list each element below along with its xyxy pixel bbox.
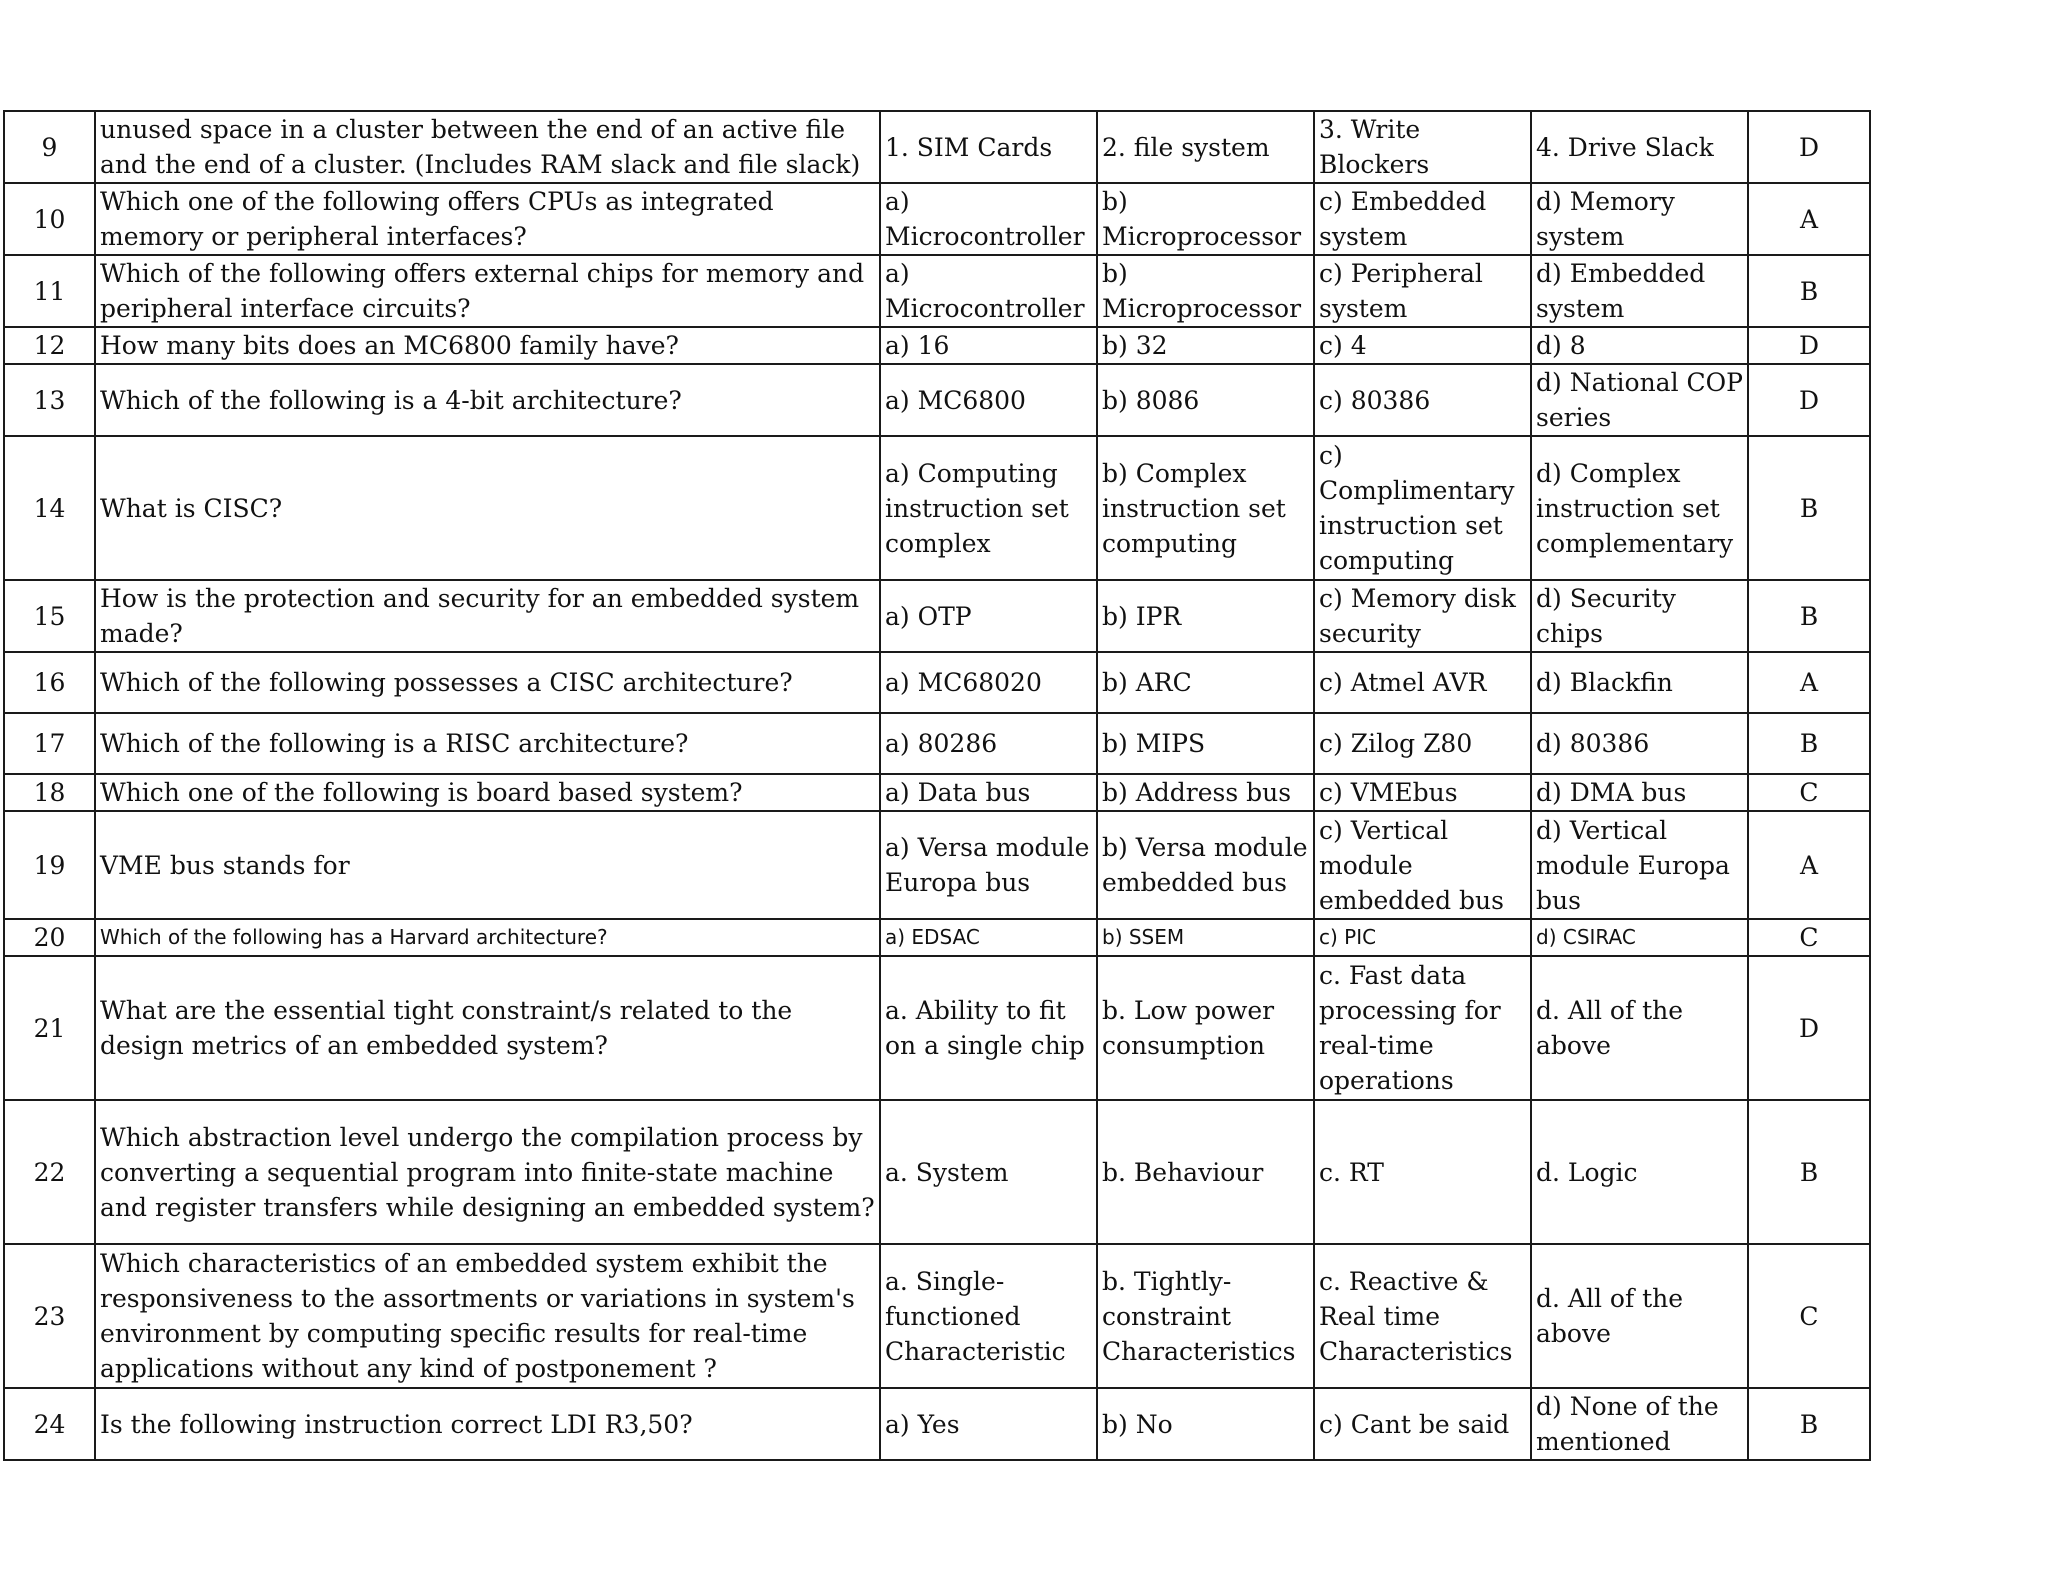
option-c: c) Peripheral system: [1314, 255, 1531, 327]
question-row: [4, 811, 1870, 919]
question-row: [4, 1244, 1870, 1388]
option-c: c) Cant be said: [1314, 1388, 1531, 1460]
question-row: [4, 111, 1870, 183]
question-number: 21: [4, 956, 95, 1100]
question-text: Which of the following is a 4-bit architecture?: [95, 364, 880, 436]
option-b: b) Address bus: [1097, 774, 1314, 811]
question-number: 24: [4, 1388, 95, 1460]
question-row: [4, 713, 1870, 774]
question-text: Which one of the following offers CPUs as integrated memory or peripheral interfaces?: [95, 183, 880, 255]
option-d: d) National COP series: [1531, 364, 1748, 436]
question-text: unused space in a cluster between the end of an active file and the end of a cluster. (Includes RAM slack and file slack): [95, 111, 880, 183]
option-d: d) None of the mentioned: [1531, 1388, 1748, 1460]
option-a: a) Data bus: [880, 774, 1097, 811]
question-number: 9: [4, 111, 95, 183]
question-number: 10: [4, 183, 95, 255]
option-b: b. Low power consumption: [1097, 956, 1314, 1100]
answer-key: A: [1748, 811, 1870, 919]
question-row: [4, 580, 1870, 652]
option-a: a) Microcontroller: [880, 183, 1097, 255]
option-b: b. Tightly-constraint Characteristics: [1097, 1244, 1314, 1388]
option-b: b) Microprocessor: [1097, 183, 1314, 255]
option-d: 4. Drive Slack: [1531, 111, 1748, 183]
option-a: a) Computing instruction set complex: [880, 436, 1097, 580]
option-c: c. Reactive & Real time Characteristics: [1314, 1244, 1531, 1388]
option-b: b. Behaviour: [1097, 1100, 1314, 1244]
option-c: 3. Write Blockers: [1314, 111, 1531, 183]
option-c: c) Zilog Z80: [1314, 713, 1531, 774]
question-text: Which of the following offers external chips for memory and peripheral interface circuits?: [95, 255, 880, 327]
question-row: [4, 956, 1870, 1100]
question-table-body: [4, 111, 1870, 1460]
option-d: d) DMA bus: [1531, 774, 1748, 811]
question-text: Is the following instruction correct LDI R3,50?: [95, 1388, 880, 1460]
option-a: a) MC68020: [880, 652, 1097, 713]
question-number: 23: [4, 1244, 95, 1388]
question-row: [4, 255, 1870, 327]
question-number: 12: [4, 327, 95, 364]
option-c: c. RT: [1314, 1100, 1531, 1244]
option-c: c) 4: [1314, 327, 1531, 364]
answer-key: C: [1748, 1244, 1870, 1388]
question-text: What is CISC?: [95, 436, 880, 580]
question-text: Which one of the following is board based system?: [95, 774, 880, 811]
answer-key: A: [1748, 652, 1870, 713]
question-row: [4, 1388, 1870, 1460]
question-row: [4, 436, 1870, 580]
question-number: 15: [4, 580, 95, 652]
option-c: c) Atmel AVR: [1314, 652, 1531, 713]
answer-key: B: [1748, 436, 1870, 580]
question-row: [4, 1100, 1870, 1244]
option-b: b) No: [1097, 1388, 1314, 1460]
option-c: c) VMEbus: [1314, 774, 1531, 811]
question-number: 17: [4, 713, 95, 774]
option-a: a. Ability to fit on a single chip: [880, 956, 1097, 1100]
option-a: a) Yes: [880, 1388, 1097, 1460]
option-b: b) IPR: [1097, 580, 1314, 652]
option-a: a) OTP: [880, 580, 1097, 652]
answer-key: B: [1748, 580, 1870, 652]
option-c: c) Memory disk security: [1314, 580, 1531, 652]
answer-key: C: [1748, 919, 1870, 956]
option-a: a) Microcontroller: [880, 255, 1097, 327]
question-number: 18: [4, 774, 95, 811]
option-b: 2. file system: [1097, 111, 1314, 183]
option-d: d) Blackfin: [1531, 652, 1748, 713]
option-a: a. Single-functioned Characteristic: [880, 1244, 1097, 1388]
option-d: d) Embedded system: [1531, 255, 1748, 327]
question-number: 19: [4, 811, 95, 919]
option-c: c) Embedded system: [1314, 183, 1531, 255]
option-d: d) 8: [1531, 327, 1748, 364]
answer-key: D: [1748, 327, 1870, 364]
answer-key: A: [1748, 183, 1870, 255]
option-d: d. All of the above: [1531, 1244, 1748, 1388]
question-table: [3, 110, 1871, 1461]
answer-key: B: [1748, 1388, 1870, 1460]
question-text: How is the protection and security for an embedded system made?: [95, 580, 880, 652]
option-d: d) Complex instruction set complementary: [1531, 436, 1748, 580]
option-d: d) Security chips: [1531, 580, 1748, 652]
option-b: b) MIPS: [1097, 713, 1314, 774]
option-b: b) 32: [1097, 327, 1314, 364]
option-a: a) 16: [880, 327, 1097, 364]
question-text: Which characteristics of an embedded system exhibit the responsiveness to the assortments or variations in system's environment by computing specific results for real-time applications without any kind of postponement ?: [95, 1244, 880, 1388]
option-d: d. All of the above: [1531, 956, 1748, 1100]
question-text: How many bits does an MC6800 family have?: [95, 327, 880, 364]
option-a: a. System: [880, 1100, 1097, 1244]
answer-key: B: [1748, 1100, 1870, 1244]
option-b: b) 8086: [1097, 364, 1314, 436]
option-a: a) Versa module Europa bus: [880, 811, 1097, 919]
option-c: c) 80386: [1314, 364, 1531, 436]
question-text: Which of the following is a RISC architecture?: [95, 713, 880, 774]
question-text: Which of the following possesses a CISC architecture?: [95, 652, 880, 713]
option-d: d) CSIRAC: [1531, 919, 1748, 956]
answer-key: B: [1748, 713, 1870, 774]
option-c: c) Vertical module embedded bus: [1314, 811, 1531, 919]
option-d: d) 80386: [1531, 713, 1748, 774]
option-b: b) Complex instruction set computing: [1097, 436, 1314, 580]
question-row: [4, 652, 1870, 713]
question-text: Which of the following has a Harvard architecture?: [95, 919, 880, 956]
option-a: a) MC6800: [880, 364, 1097, 436]
question-row: [4, 919, 1870, 956]
option-b: b) Microprocessor: [1097, 255, 1314, 327]
question-number: 20: [4, 919, 95, 956]
option-a: a) 80286: [880, 713, 1097, 774]
answer-key: C: [1748, 774, 1870, 811]
option-c: c) Complimentary instruction set computing: [1314, 436, 1531, 580]
question-row: [4, 364, 1870, 436]
option-d: d) Memory system: [1531, 183, 1748, 255]
option-d: d) Vertical module Europa bus: [1531, 811, 1748, 919]
question-number: 13: [4, 364, 95, 436]
answer-key: D: [1748, 364, 1870, 436]
question-row: [4, 183, 1870, 255]
option-c: c) PIC: [1314, 919, 1531, 956]
option-d: d. Logic: [1531, 1100, 1748, 1244]
option-a: a) EDSAC: [880, 919, 1097, 956]
question-number: 11: [4, 255, 95, 327]
answer-key: B: [1748, 255, 1870, 327]
option-b: b) Versa module embedded bus: [1097, 811, 1314, 919]
question-number: 16: [4, 652, 95, 713]
question-number: 14: [4, 436, 95, 580]
question-row: [4, 327, 1870, 364]
answer-key: D: [1748, 111, 1870, 183]
answer-key: D: [1748, 956, 1870, 1100]
option-b: b) ARC: [1097, 652, 1314, 713]
option-b: b) SSEM: [1097, 919, 1314, 956]
question-text: What are the essential tight constraint/s related to the design metrics of an embedded system?: [95, 956, 880, 1100]
question-text: Which abstraction level undergo the compilation process by converting a sequential program into finite-state machine and register transfers while designing an embedded system?: [95, 1100, 880, 1244]
option-c: c. Fast data processing for real-time operations: [1314, 956, 1531, 1100]
option-a: 1. SIM Cards: [880, 111, 1097, 183]
question-number: 22: [4, 1100, 95, 1244]
question-row: [4, 774, 1870, 811]
question-text: VME bus stands for: [95, 811, 880, 919]
